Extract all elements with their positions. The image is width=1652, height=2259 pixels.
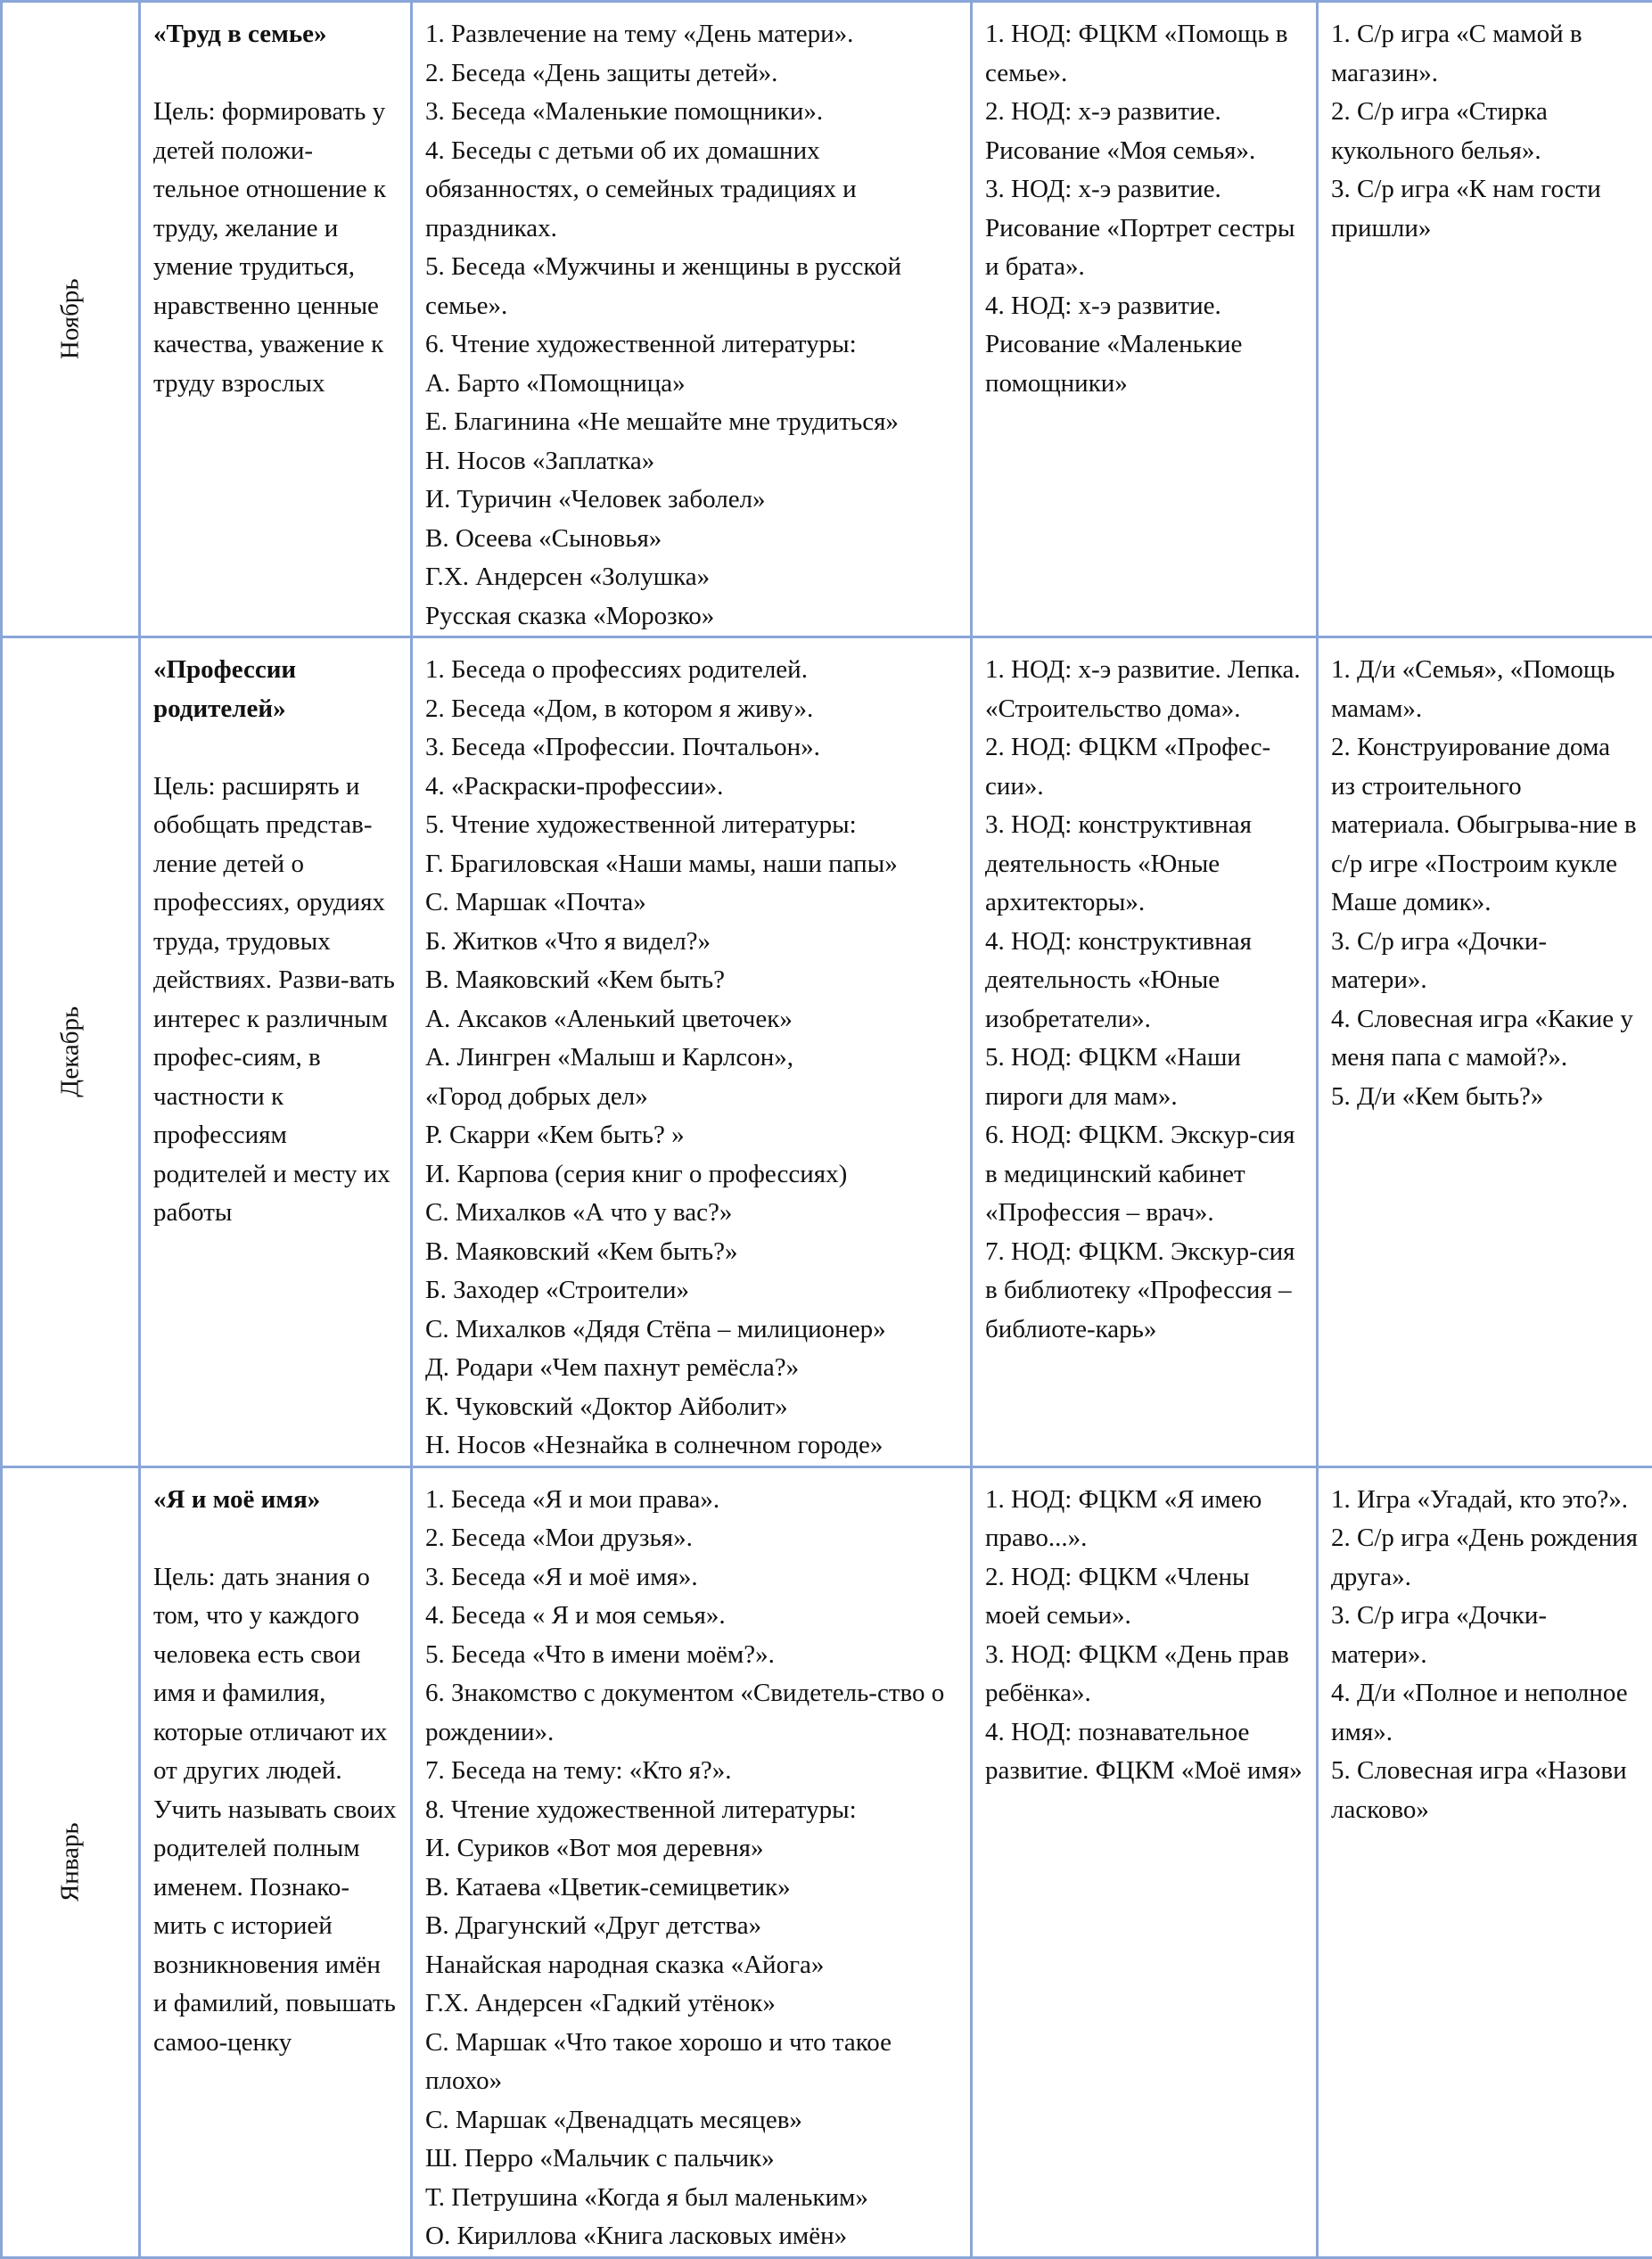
activity-item: 5. Чтение художественной литературы: xyxy=(425,806,958,845)
activity-item: Н. Носов «Незнайка в солнечном городе» xyxy=(425,1426,958,1466)
activity-item: 4. «Раскраски-профессии». xyxy=(425,768,958,807)
topic-cell xyxy=(140,637,412,1467)
games-cell xyxy=(1318,2,1652,637)
plan-row-december xyxy=(2,637,1652,1467)
class-item: 2. НОД: х-э развитие. Рисование «Моя семья». xyxy=(985,93,1303,170)
topic-cell xyxy=(140,2,412,637)
activity-item: Русская сказка «Морозко» xyxy=(425,597,958,637)
activity-item: 3. Беседа «Маленькие помощники». xyxy=(425,93,958,132)
game-item: 2. С/р игра «День рождения друга». xyxy=(1331,1519,1640,1597)
topic-cell xyxy=(140,1466,412,2257)
classes-cell xyxy=(972,637,1318,1467)
activity-item: А. Лингрен «Малыш и Карлсон», xyxy=(425,1039,958,1078)
activity-item: И. Туричин «Человек заболел» xyxy=(425,481,958,520)
activity-item: В. Осеева «Сыновья» xyxy=(425,520,958,559)
activity-item: Нанайская народная сказка «Айога» xyxy=(425,1946,958,1985)
game-item: 1. Д/и «Семья», «Помощь мамам». xyxy=(1331,651,1640,728)
class-item: 1. НОД: ФЦКМ «Помощь в семье». xyxy=(985,15,1303,93)
month-label: Ноябрь xyxy=(51,279,90,360)
topic-goal: Цель: дать знания о том, что у каждого человека есть свои имя и фамилия, которые отличают их от других людей. Учить называть своих родителей полным именем. Познако-мить с историей возникновения имён и фамилий, повышать самоо-ценку xyxy=(153,1558,398,2063)
activity-item: 3. Беседа «Профессии. Почтальон». xyxy=(425,728,958,768)
activity-item: К. Чуковский «Доктор Айболит» xyxy=(425,1388,958,1427)
activity-item: В. Маяковский «Кем быть?» xyxy=(425,1233,958,1272)
classes-cell xyxy=(972,2,1318,637)
activity-item: С. Маршак «Двенадцать месяцев» xyxy=(425,2101,958,2140)
game-item: 3. С/р игра «Дочки-матери». xyxy=(1331,1597,1640,1674)
activity-item: Г.Х. Андерсен «Золушка» xyxy=(425,558,958,597)
activity-item: 2. Беседа «День защиты детей». xyxy=(425,54,958,94)
activity-item: В. Катаева «Цветик-семицветик» xyxy=(425,1869,958,1908)
class-item: 7. НОД: ФЦКМ. Экскур-сия в библиотеку «Профессия – библиоте-карь» xyxy=(985,1233,1303,1350)
activity-item: 2. Беседа «Дом, в котором я живу». xyxy=(425,690,958,729)
topic-goal: Цель: расширять и обобщать представ-ление детей о профессиях, орудиях труда, трудовых действиях. Разви-вать интерес к различным профес-сиям, в частности к профессиям родителей и месту их работы xyxy=(153,768,398,1233)
topic-title: «Труд в семье» xyxy=(153,15,398,54)
activity-item: 1. Развлечение на тему «День матери». xyxy=(425,15,958,54)
game-item: 1. С/р игра «С мамой в магазин». xyxy=(1331,15,1640,93)
activities-cell xyxy=(412,2,972,637)
month-label: Январь xyxy=(51,1822,90,1902)
activity-item: В. Маяковский «Кем быть? xyxy=(425,961,958,1000)
activity-item: Ш. Перро «Мальчик с пальчик» xyxy=(425,2140,958,2179)
activity-item: «Город добрых дел» xyxy=(425,1078,958,1117)
game-item: 4. Словесная игра «Какие у меня папа с мамой?». xyxy=(1331,1000,1640,1078)
activity-item: А. Барто «Помощница» xyxy=(425,365,958,404)
activity-item: Б. Заходер «Строители» xyxy=(425,1271,958,1310)
activity-item: Г. Брагиловская «Наши мамы, наши папы» xyxy=(425,845,958,884)
games-cell xyxy=(1318,1466,1652,2257)
activity-item: 3. Беседа «Я и моё имя». xyxy=(425,1558,958,1598)
activity-item: Р. Скарри «Кем быть? » xyxy=(425,1116,958,1155)
game-item: 5. Д/и «Кем быть?» xyxy=(1331,1078,1640,1117)
class-item: 5. НОД: ФЦКМ «Наши пироги для мам». xyxy=(985,1039,1303,1116)
class-item: 2. НОД: ФЦКМ «Члены моей семьи». xyxy=(985,1558,1303,1636)
activity-item: Н. Носов «Заплатка» xyxy=(425,442,958,481)
game-item: 4. Д/и «Полное и неполное имя». xyxy=(1331,1674,1640,1752)
month-label: Декабрь xyxy=(51,1006,90,1097)
class-item: 4. НОД: познавательное развитие. ФЦКМ «Моё имя» xyxy=(985,1713,1303,1791)
topic-title: «Я и моё имя» xyxy=(153,1481,398,1520)
topic-goal: Цель: формировать у детей положи-тельное отношение к труду, желание и умение трудиться, нравственно ценные качества, уважение к труду взрослых xyxy=(153,93,398,403)
class-item: 3. НОД: конструктивная деятельность «Юные архитекторы». xyxy=(985,806,1303,923)
activity-item: Е. Благинина «Не мешайте мне трудиться» xyxy=(425,403,958,442)
activity-item: Б. Житков «Что я видел?» xyxy=(425,923,958,962)
games-cell xyxy=(1318,637,1652,1467)
game-item: 1. Игра «Угадай, кто это?». xyxy=(1331,1481,1640,1520)
activity-item: Т. Петрушина «Когда я был маленьким» xyxy=(425,2179,958,2218)
activities-cell xyxy=(412,1466,972,2257)
activity-item: В. Драгунский «Друг детства» xyxy=(425,1907,958,1946)
activity-item: 5. Беседа «Мужчины и женщины в русской семье». xyxy=(425,248,958,325)
activity-item: О. Кириллова «Книга ласковых имён» xyxy=(425,2217,958,2256)
class-item: 2. НОД: ФЦКМ «Профес-сии». xyxy=(985,728,1303,806)
class-item: 4. НОД: конструктивная деятельность «Юные изобретатели». xyxy=(985,923,1303,1039)
activity-item: 1. Беседа «Я и мои права». xyxy=(425,1481,958,1520)
plan-row-january xyxy=(2,1466,1652,2257)
activity-item: 7. Беседа на тему: «Кто я?». xyxy=(425,1752,958,1791)
activity-item: Г.Х. Андерсен «Гадкий утёнок» xyxy=(425,1984,958,2024)
class-item: 3. НОД: х-э развитие. Рисование «Портрет сестры и брата». xyxy=(985,170,1303,287)
month-cell xyxy=(2,1466,140,2257)
game-item: 3. С/р игра «К нам гости пришли» xyxy=(1331,170,1640,248)
class-item: 6. НОД: ФЦКМ. Экскур-сия в медицинский кабинет «Профессия – врач». xyxy=(985,1116,1303,1233)
game-item: 3. С/р игра «Дочки-матери». xyxy=(1331,923,1640,1000)
activity-item: 4. Беседы с детьми об их домашних обязанностях, о семейных традициях и праздниках. xyxy=(425,132,958,249)
class-item: 1. НОД: ФЦКМ «Я имею право...». xyxy=(985,1481,1303,1558)
activity-item: 6. Чтение художественной литературы: xyxy=(425,325,958,365)
game-item: 2. С/р игра «Стирка кукольного белья». xyxy=(1331,93,1640,170)
activity-item: А. Аксаков «Аленький цветочек» xyxy=(425,1000,958,1039)
topic-title: «Профессии родителей» xyxy=(153,651,398,728)
plan-row-november xyxy=(2,2,1652,637)
activity-item: 8. Чтение художественной литературы: xyxy=(425,1791,958,1830)
activities-cell xyxy=(412,637,972,1467)
activity-item: 4. Беседа « Я и моя семья». xyxy=(425,1597,958,1636)
activity-item: 6. Знакомство с документом «Свидетель-ство о рождении». xyxy=(425,1674,958,1752)
classes-cell xyxy=(972,1466,1318,2257)
game-item: 2. Конструирование дома из строительного материала. Обыгрыва-ние в с/р игре «Построим кукле Маше домик». xyxy=(1331,728,1640,923)
month-cell xyxy=(2,637,140,1467)
activity-item: С. Михалков «Дядя Стёпа – милиционер» xyxy=(425,1310,958,1350)
activity-item: 1. Беседа о профессиях родителей. xyxy=(425,651,958,690)
class-item: 3. НОД: ФЦКМ «День прав ребёнка». xyxy=(985,1636,1303,1713)
activity-item: С. Маршак «Что такое хорошо и что такое плохо» xyxy=(425,2024,958,2101)
class-item: 4. НОД: х-э развитие. Рисование «Маленькие помощники» xyxy=(985,287,1303,404)
month-cell xyxy=(2,2,140,637)
activity-item: 5. Беседа «Что в имени моём?». xyxy=(425,1636,958,1675)
activity-item: И. Суриков «Вот моя деревня» xyxy=(425,1829,958,1869)
activity-item: С. Маршак «Почта» xyxy=(425,883,958,923)
activity-item: С. Михалков «А что у вас?» xyxy=(425,1194,958,1233)
class-item: 1. НОД: х-э развитие. Лепка. «Строительство дома». xyxy=(985,651,1303,728)
activity-item: 2. Беседа «Мои друзья». xyxy=(425,1519,958,1558)
activity-item: Д. Родари «Чем пахнут ремёсла?» xyxy=(425,1349,958,1388)
activity-item: И. Карпова (серия книг о профессиях) xyxy=(425,1155,958,1195)
game-item: 5. Словесная игра «Назови ласково» xyxy=(1331,1752,1640,1829)
